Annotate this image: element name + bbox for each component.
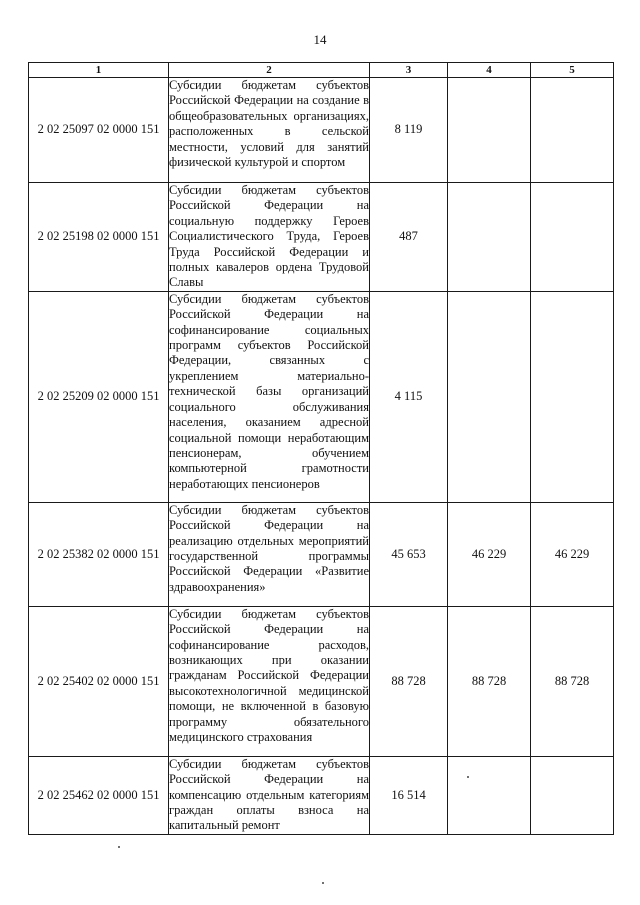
description-cell: Субсидии бюджетам субъектов Российской Федерации на софинансирование социальных программ субъектов Российской Федерации, связанных с укреплением материально-технической базы организаций социального обслуживания населения, оказанием адресной социальной помощи неработающим пенсионерам, обучением компьютерной грамотности неработающих пенсионеров [169, 291, 370, 502]
amount-col4-cell [448, 291, 531, 502]
amount-col3-cell: 8 119 [370, 78, 448, 183]
description-cell: Субсидии бюджетам субъектов Российской Федерации на софинансирование расходов, возникающих при оказании гражданам Российской Федерации высокотехнологичной медицинской помощи, не включенной в базовую программу обязательного медицинского страхования [169, 606, 370, 756]
amount-col4-cell: 88 728 [448, 606, 531, 756]
column-header-5: 5 [531, 63, 614, 78]
amount-col3-cell: 88 728 [370, 606, 448, 756]
table-row [29, 756, 614, 834]
table-row [29, 183, 614, 292]
amount-col3-cell: 45 653 [370, 502, 448, 606]
column-header-3: 3 [370, 63, 448, 78]
column-header-1: 1 [29, 63, 169, 78]
amount-col4-cell [448, 183, 531, 292]
table-row [29, 606, 614, 756]
budget-table [28, 62, 614, 835]
table-row [29, 502, 614, 606]
table-row [29, 291, 614, 502]
column-header-2: 2 [169, 63, 370, 78]
amount-col5-cell [531, 756, 614, 834]
amount-col5-cell [531, 183, 614, 292]
budget-code-cell: 2 02 25198 02 0000 151 [29, 183, 169, 292]
amount-col5-cell: 46 229 [531, 502, 614, 606]
description-cell: Субсидии бюджетам субъектов Российской Федерации на создание в общеобразовательных организациях, расположенных в сельской местности, условий для занятий физической культурой и спортом [169, 78, 370, 183]
description-cell: Субсидии бюджетам субъектов Российской Федерации на реализацию отдельных мероприятий государственной программы Российской Федерации «Развитие здравоохранения» [169, 502, 370, 606]
budget-code-cell: 2 02 25382 02 0000 151 [29, 502, 169, 606]
scan-speck [118, 846, 120, 848]
amount-col4-cell [448, 756, 531, 834]
description-cell: Субсидии бюджетам субъектов Российской Федерации на компенсацию отдельным категориям граждан оплаты взноса на капитальный ремонт [169, 756, 369, 833]
budget-code-cell: 2 02 25402 02 0000 151 [29, 606, 169, 756]
scan-speck [322, 882, 324, 884]
amount-col3-cell: 487 [370, 183, 448, 292]
budget-code-cell: 2 02 25209 02 0000 151 [29, 291, 169, 502]
amount-col3-cell: 4 115 [370, 291, 448, 502]
scan-speck [467, 776, 469, 778]
budget-code-cell: 2 02 25462 02 0000 151 [29, 756, 169, 834]
amount-col5-cell [531, 291, 614, 502]
description-cell: Субсидии бюджетам субъектов Российской Федерации на социальную поддержку Героев Социалистического Труда, Героев Труда Российской Федерации и полных кавалеров ордена Трудовой Славы [169, 183, 369, 290]
amount-col5-cell [531, 78, 614, 183]
table-header-row [29, 63, 614, 78]
column-header-4: 4 [448, 63, 531, 78]
table-row [29, 78, 614, 183]
budget-code-cell: 2 02 25097 02 0000 151 [29, 78, 169, 183]
amount-col4-cell: 46 229 [448, 502, 531, 606]
amount-col3-cell: 16 514 [370, 756, 448, 834]
amount-col5-cell: 88 728 [531, 606, 614, 756]
amount-col4-cell [448, 78, 531, 183]
page-number: 14 [313, 32, 327, 47]
